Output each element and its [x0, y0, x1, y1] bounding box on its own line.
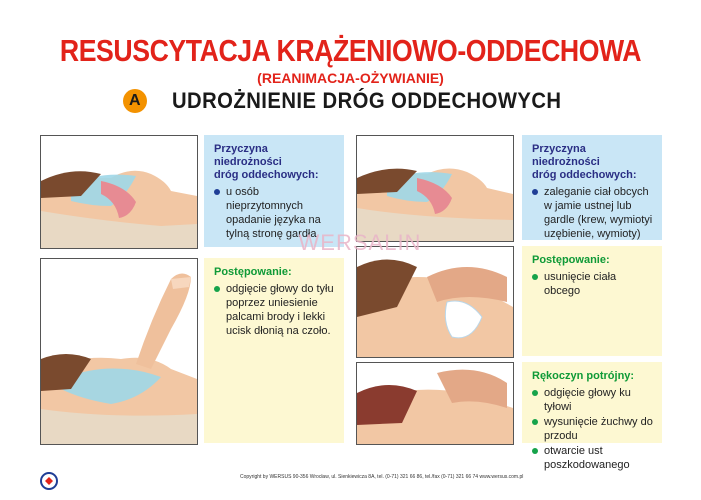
list-item: u osób nieprzytomnych opadanie języka na tylną stronę gardła — [214, 185, 336, 241]
section-heading — [0, 88, 701, 114]
head-profile-obstruction-icon — [357, 136, 513, 241]
panel-right-cause-title-2: dróg oddechowych: — [532, 169, 637, 181]
bullet-icon — [532, 274, 538, 280]
panel-left-cause-title-2: dróg oddechowych: — [214, 169, 319, 181]
head-profile-tongue-icon — [41, 136, 197, 248]
list-item: odgięcie głowy do tyłu poprzez uniesienie palcami brody i lekki ucisk dłonią na czoło. — [214, 282, 336, 338]
poster-subtitle: (REANIMACJA-OŻYWIANIE) — [257, 70, 444, 86]
bullet-icon — [532, 390, 538, 396]
panel-left-procedure — [204, 258, 344, 443]
bullet-icon — [532, 448, 538, 454]
illustration-clearing-mouth — [356, 246, 514, 358]
clear-mouth-cloth-icon — [357, 247, 513, 357]
list-item: odgięcie głowy ku tyłowi — [532, 386, 654, 414]
bullet-icon — [532, 189, 538, 195]
panel-right-procedure — [522, 246, 662, 356]
section-letter-badge: A — [123, 89, 147, 113]
list-item: wysunięcie żuchwy do przodu — [532, 415, 654, 443]
panel-right-cause — [522, 135, 662, 240]
section-title: UDROŻNIENIE DRÓG ODDECHOWYCH — [171, 88, 562, 113]
panel-right-maneuver — [522, 362, 662, 471]
list-item: zaleganie ciał obcych w jamie ustnej lub gardle (krew, wymiotyi uzębienie, wymioty) — [532, 185, 654, 241]
bullet-icon — [214, 189, 220, 195]
bullet-icon — [214, 286, 220, 292]
bullet-icon — [532, 419, 538, 425]
list-item: otwarcie ust poszkodowanego — [532, 444, 654, 472]
panel-left-procedure-title: Postępowanie: — [214, 266, 292, 278]
illustration-foreign-body — [356, 135, 514, 242]
list-item: usunięcie ciała obcego — [532, 270, 654, 298]
illustration-head-tilt-chin-lift — [40, 258, 198, 445]
panel-right-cause-title-1: Przyczyna niedrożności — [532, 143, 600, 168]
publisher-logo-icon — [40, 472, 58, 490]
illustration-airway-blocked-tongue — [40, 135, 198, 249]
illustration-jaw-thrust — [356, 362, 514, 445]
head-tilt-hand-icon — [41, 259, 197, 444]
panel-right-maneuver-title: Rękoczyn potrójny: — [532, 370, 635, 382]
panel-right-procedure-title: Postępowanie: — [532, 254, 610, 266]
jaw-thrust-hands-icon — [357, 363, 513, 444]
watermark: WERSALIN — [298, 230, 422, 255]
footer-copyright: Copyright by WERSUS 90-356 Wrocław, ul. Sienkiewicza 8A, tel. (0-71) 321 66 86, tel./fax (0-71) 321 66 74 www.wersus.com.pl — [240, 474, 524, 480]
poster-title: RESUSCYTACJA KRĄŻENIOWO-ODDECHOWA — [59, 33, 642, 68]
panel-left-cause-title-1: Przyczyna niedrożności — [214, 143, 282, 168]
